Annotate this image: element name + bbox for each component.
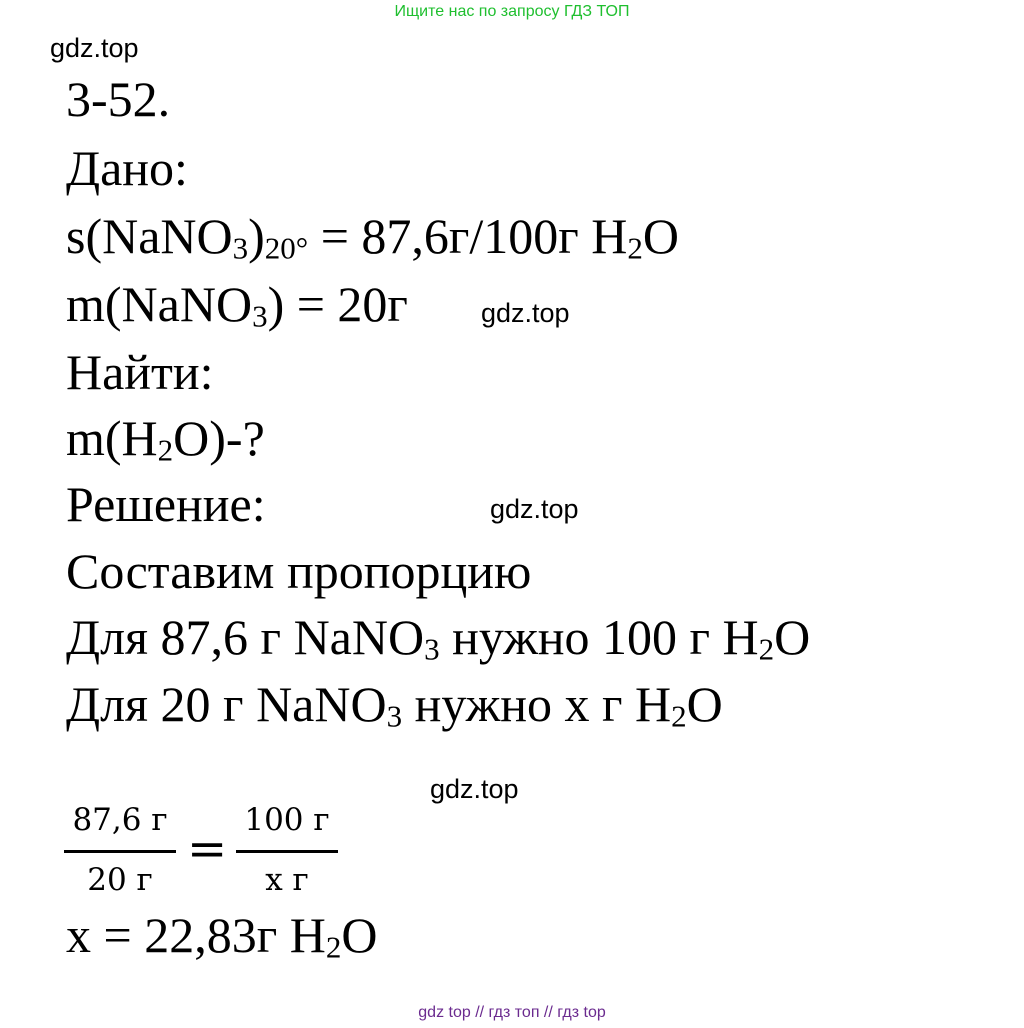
fraction-left-denominator: 20 г [87,862,153,898]
solution-heading: Решение: [66,476,266,532]
fraction-right-numerator: 100 г [244,802,330,838]
watermark: gdz.top [50,33,139,63]
given-heading: Дано: [66,140,188,196]
equals-sign: = [187,821,228,877]
proportion-line-2: Для 20 г NaNO3 нужно х г H2O [66,676,723,734]
watermark: gdz.top [481,298,570,328]
problem-number: 3-52. [66,71,171,127]
search-banner: Ищите нас по запросу ГДЗ ТОП [394,3,630,20]
answer: x = 22,83г H2O [66,907,378,965]
watermark: gdz.top [430,774,519,804]
given-solubility: s(NaNO3)20° = 87,6г/100г H2O [66,208,680,266]
given-mass: m(NaNO3) = 20г [66,276,408,334]
solution-intro: Составим пропорцию [66,543,532,599]
fraction-right-bar [236,850,338,853]
fraction-left [64,800,176,902]
fraction-left-numerator: 87,6 г [72,802,168,838]
find-target: m(H2O)-? [66,410,265,468]
footer-watermark: gdz top // гдз топ // гдз top [418,1004,606,1021]
fraction-right-denominator: x г [265,862,309,898]
fraction-right [236,800,338,902]
proportion-line-1: Для 87,6 г NaNO3 нужно 100 г H2O [66,609,811,667]
fraction-left-bar [64,850,176,853]
watermark: gdz.top [490,494,579,524]
find-heading: Найти: [66,344,214,400]
